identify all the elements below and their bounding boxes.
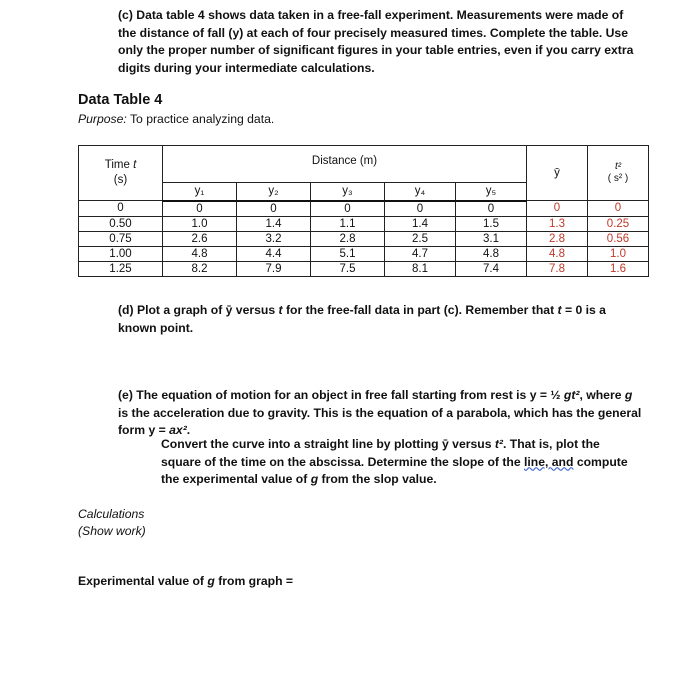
y-cell: 4.7 xyxy=(385,246,456,261)
time-header-var: t xyxy=(133,159,137,171)
t2-cell: 1.6 xyxy=(588,261,649,276)
time-cell: 1.25 xyxy=(79,261,163,276)
part-d-var-t2: t xyxy=(557,303,562,317)
part-d-text-b: for the free-fall data in part (c). Remember that xyxy=(282,303,558,317)
y-cell: 0 xyxy=(163,201,237,217)
y-cell: 1.0 xyxy=(163,216,237,231)
y-cell: 1.4 xyxy=(237,216,311,231)
y-cell: 4.4 xyxy=(237,246,311,261)
time-header xyxy=(79,146,163,201)
part-e-text-c: is the acceleration due to gravity. This is the equation of a parabola, which has the general form y = xyxy=(118,405,642,437)
calculations-line1: Calculations xyxy=(78,507,145,521)
y-cell: 4.8 xyxy=(456,246,527,261)
t2-header xyxy=(588,146,649,201)
time-header-unit: (s) xyxy=(113,174,128,186)
ybar-cell: 0 xyxy=(527,201,588,217)
purpose-text: To practice analyzing data. xyxy=(129,112,275,126)
t2-cell: 0.56 xyxy=(588,231,649,246)
part-e-g: g xyxy=(624,388,633,402)
table-row xyxy=(79,261,649,276)
y-cell: 1.5 xyxy=(456,216,527,231)
time-cell: 0.75 xyxy=(79,231,163,246)
part-e-t2: t² xyxy=(494,437,503,451)
ybar-cell: 4.8 xyxy=(527,246,588,261)
ybar-cell: 7.8 xyxy=(527,261,588,276)
part-e-cont-b: . That is, plot the square of the time on the abscissa. Determine the slope of the xyxy=(161,437,600,469)
part-d-text-c: = 0 is a known point. xyxy=(118,303,606,335)
y-cell: 3.2 xyxy=(237,231,311,246)
y-cell: 4.8 xyxy=(163,246,237,261)
part-e-instructions xyxy=(161,436,631,489)
table-row xyxy=(79,201,649,217)
y-cell: 1.4 xyxy=(385,216,456,231)
part-e-cont-d: from the slop value. xyxy=(318,472,437,486)
y-cell: 5.1 xyxy=(311,246,385,261)
data-table-purpose xyxy=(78,112,274,126)
y-cell: 8.1 xyxy=(385,261,456,276)
time-cell: 0 xyxy=(79,201,163,217)
part-c-text: Data table 4 shows data taken in a free-fall experiment. Measurements were made of the distance of fall (y) at each of four precisely measured times. Complete the table. Use only the proper number of significant figures in your table entries, even if you carry extra digits during your intermediate calculations. xyxy=(118,8,634,75)
part-e-cont-a: Convert the curve into a straight line by plotting ȳ versus xyxy=(161,437,495,451)
part-e-gt2: gt² xyxy=(563,388,580,402)
y-cell: 0 xyxy=(237,201,311,217)
t2-cell: 0 xyxy=(588,201,649,217)
distance-header: Distance (m) xyxy=(163,146,527,183)
part-e-ax2: ax² xyxy=(169,423,187,437)
table-header-row xyxy=(79,146,649,183)
spellcheck-underlined-text: line, and xyxy=(524,454,574,469)
t2-cell: 0.25 xyxy=(588,216,649,231)
time-header-label: Time xyxy=(104,159,130,171)
purpose-label: Purpose: xyxy=(78,112,127,126)
ybar-cell: 2.8 xyxy=(527,231,588,246)
t2-header-unit: ( s² ) xyxy=(607,173,629,184)
part-e-text-b: , where xyxy=(579,388,625,402)
y1-header: y₁ xyxy=(163,183,237,201)
exp-text: Experimental value of xyxy=(78,574,208,588)
y-cell: 1.1 xyxy=(311,216,385,231)
part-e-cont-c: compute the experimental value of xyxy=(161,454,628,486)
ybar-cell: 1.3 xyxy=(527,216,588,231)
y-cell: 2.8 xyxy=(311,231,385,246)
t2-cell: 1.0 xyxy=(588,246,649,261)
y5-header: y₅ xyxy=(456,183,527,201)
part-d-text-a: (d) Plot a graph of ȳ versus xyxy=(118,303,279,317)
table-row xyxy=(79,216,649,231)
y-cell: 8.2 xyxy=(163,261,237,276)
part-d-var-t: t xyxy=(278,303,283,317)
y-cell: 0 xyxy=(311,201,385,217)
data-table-title: Data Table 4 xyxy=(78,92,163,108)
t2-header-label: t² xyxy=(614,161,622,172)
y-cell: 7.4 xyxy=(456,261,527,276)
y-cell: 2.5 xyxy=(385,231,456,246)
ybar-header: ȳ xyxy=(527,146,588,201)
y-cell: 0 xyxy=(385,201,456,217)
part-c-label: (c) xyxy=(118,8,133,22)
y3-header: y₃ xyxy=(311,183,385,201)
table-row xyxy=(79,246,649,261)
part-c-paragraph xyxy=(118,7,643,77)
part-e-paragraph xyxy=(118,387,643,440)
exp-g: g xyxy=(207,574,215,588)
experimental-g-label xyxy=(78,574,293,588)
y-cell: 7.5 xyxy=(311,261,385,276)
y-cell: 0 xyxy=(456,201,527,217)
table-row xyxy=(79,231,649,246)
part-e-text-d: . xyxy=(186,423,191,437)
y-cell: 7.9 xyxy=(237,261,311,276)
exp-text-b: from graph = xyxy=(214,574,294,588)
time-cell: 0.50 xyxy=(79,216,163,231)
calculations-label xyxy=(78,506,146,540)
y2-header: y₂ xyxy=(237,183,311,201)
part-d-paragraph xyxy=(118,302,638,337)
calculations-line2: (Show work) xyxy=(78,524,146,538)
y4-header: y₄ xyxy=(385,183,456,201)
y-cell: 3.1 xyxy=(456,231,527,246)
data-table xyxy=(78,145,649,277)
part-e-g2: g xyxy=(310,472,319,486)
part-e-text-a: (e) The equation of motion for an object in free fall starting from rest is y = ½ xyxy=(118,388,564,402)
time-cell: 1.00 xyxy=(79,246,163,261)
y-cell: 2.6 xyxy=(163,231,237,246)
